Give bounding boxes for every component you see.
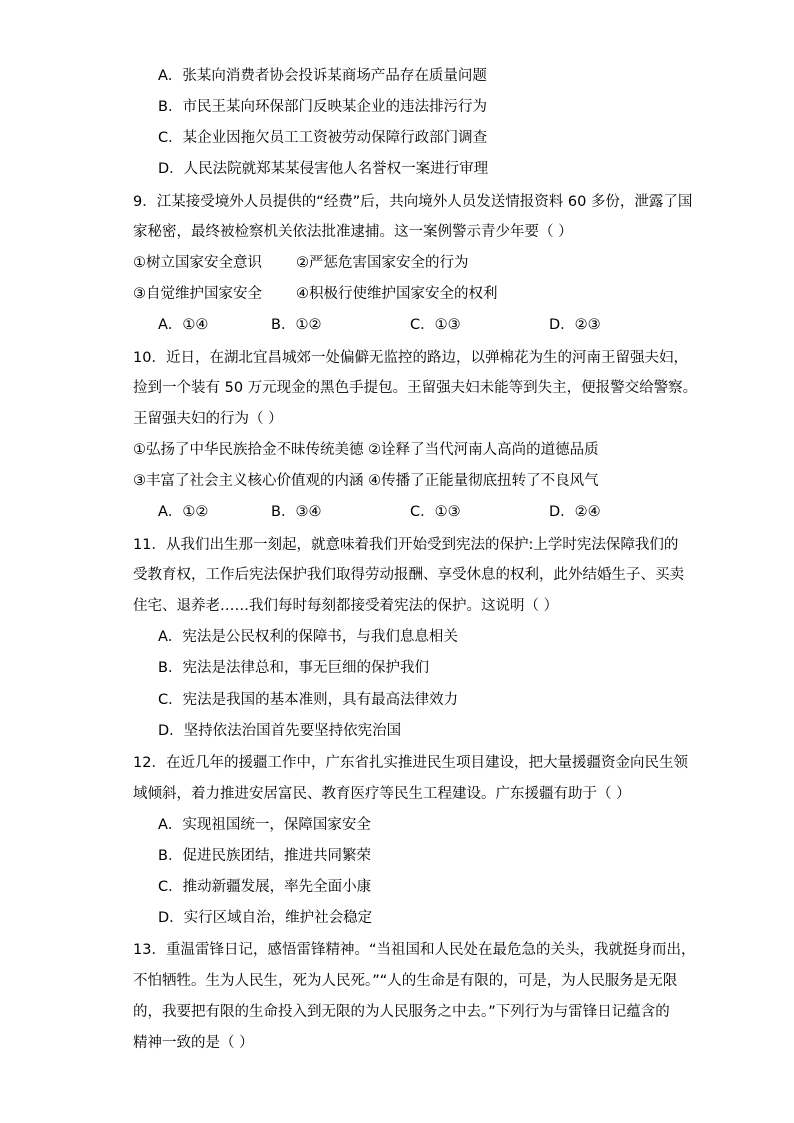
q10-stem-line-2: 捡到一个装有 50 万元现金的黑色手提包。王留强夫妇未能等到失主，便报警交给警察。 — [133, 380, 698, 396]
q12-stem-line-2: 域倾斜，着力推进安居富民、教育医疗等民生工程建设。广东援疆有助于（ ） — [133, 786, 631, 802]
q10-choice-a: A．①② — [158, 504, 209, 520]
q8-option-d: D．人民法院就郑某某侵害他人名誉权一案进行审理 — [158, 161, 489, 177]
q9-statement-2: ②严惩危害国家安全的行为 — [296, 255, 469, 271]
q9-choice-c: C．①③ — [410, 317, 461, 333]
q9-stem-line-1: 9．江某接受境外人员提供的“经费”后，共向境外人员发送情报资料 60 多份，泄露了国 — [133, 194, 693, 210]
q11-option-a: A．宪法是公民权利的保障书，与我们息息相关 — [158, 629, 458, 645]
q10-stem-line-1: 10．近日，在湖北宜昌城郊一处偏僻无监控的路边，以弹棉花为生的河南王留强夫妇， — [133, 350, 688, 366]
q12-option-b: B．促进民族团结，推进共同繁荣 — [158, 848, 371, 864]
q12-option-c: C．推动新疆发展，率先全面小康 — [158, 879, 372, 895]
q9-choice-a: A．①④ — [158, 317, 209, 333]
q9-statement-3: ③自觉维护国家安全 — [133, 286, 262, 302]
q11-stem-line-3: 住宅、退养老……我们每时每刻都接受着宪法的保护。这说明（ ） — [133, 598, 559, 614]
q10-stem-line-3: 王留强夫妇的行为（ ） — [133, 411, 283, 427]
q9-statement-4: ④积极行使维护国家安全的权利 — [296, 286, 498, 302]
q12-stem-line-1: 12．在近几年的援疆工作中，广东省扎实推进民生项目建设，把大量援疆资金向民生领 — [133, 755, 688, 771]
q12-option-a: A．实现祖国统一，保障国家安全 — [158, 817, 371, 833]
q11-stem-line-2: 受教育权，工作后宪法保护我们取得劳动报酬、享受休息的权利，此外结婚生子、买卖 — [133, 567, 684, 583]
q9-choice-d: D．②③ — [549, 317, 601, 333]
q8-option-a: A．张某向消费者协会投诉某商场产品存在质量问题 — [158, 68, 487, 84]
q10-choice-b: B．③④ — [271, 504, 322, 520]
q11-option-d: D．坚持依法治国首先要坚持依宪治国 — [158, 723, 402, 739]
q9-stem-line-2: 家秘密，最终被检察机关依法批准逮捕。这一案例警示青少年要（ ） — [133, 224, 573, 240]
q11-option-b: B．宪法是法律总和，事无巨细的保护我们 — [158, 660, 429, 676]
q9-choice-b: B．①② — [271, 317, 322, 333]
q10-statements-line-1: ①弘扬了中华民族拾金不昧传统美德 ②诠释了当代河南人高尚的道德品质 — [133, 442, 599, 458]
q8-option-b: B．市民王某向环保部门反映某企业的违法排污行为 — [158, 99, 487, 115]
q8-option-c: C．某企业因拖欠员工工资被劳动保障行政部门调查 — [158, 130, 488, 146]
q9-statement-1: ①树立国家安全意识 — [133, 255, 262, 271]
q13-stem-line-1: 13．重温雷锋日记，感悟雷锋精神。“当祖国和人民处在最危急的关头，我就挺身而出， — [133, 942, 696, 958]
q10-statements-line-2: ③丰富了社会主义核心价值观的内涵 ④传播了正能量彻底扭转了不良风气 — [133, 473, 599, 489]
q13-stem-line-3: 的，我要把有限的生命投入到无限的为人民服务之中去。”下列行为与雷锋日记蕴含的 — [133, 1004, 670, 1020]
q13-stem-line-4: 精神一致的是（ ） — [133, 1035, 254, 1051]
q11-stem-line-1: 11．从我们出生那一刻起，就意味着我们开始受到宪法的保护:上学时宪法保障我们的 — [133, 537, 679, 553]
q13-stem-line-2: 不怕牺牲。生为人民生，死为人民死。”“人的生命是有限的，可是，为人民服务是无限 — [133, 973, 678, 989]
q10-choice-d: D．②④ — [549, 504, 601, 520]
q10-choice-c: C．①③ — [410, 504, 461, 520]
q12-option-d: D．实行区域自治，维护社会稳定 — [158, 910, 373, 926]
q11-option-c: C．宪法是我国的基本准则，具有最高法律效力 — [158, 692, 459, 708]
